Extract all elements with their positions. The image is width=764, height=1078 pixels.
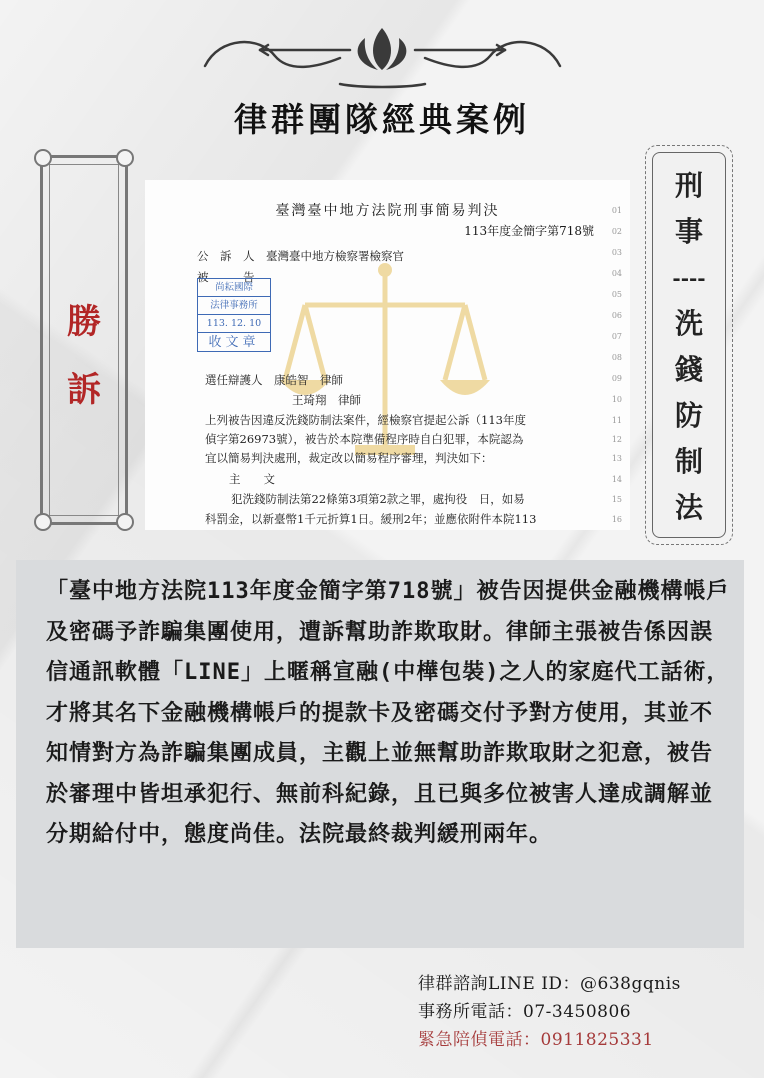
line-id-text: 律群諮詢LINE ID：@638gqnis — [418, 974, 681, 994]
defense-counsel-line: 王琦翔 律師 — [292, 393, 361, 407]
scales-of-justice-icon — [275, 260, 495, 460]
line-number: 16 — [611, 515, 622, 524]
body-line: 偵字第26973號），被告於本院準備程序時自白犯罪，本院認為 — [205, 432, 524, 446]
line-number: 09 — [611, 374, 622, 383]
verdict-char: 訴 — [67, 370, 101, 410]
line-number: 07 — [611, 332, 622, 341]
body-line: 上列被告因違反洗錢防制法案件，經檢察官提起公訴（113年度 — [205, 413, 526, 427]
category-char: 法 — [674, 491, 703, 524]
line-number: 05 — [611, 290, 622, 299]
line-number: 03 — [611, 248, 622, 257]
case-number: 113年度金簡字第718號 — [464, 224, 594, 238]
line-number: 14 — [611, 475, 622, 484]
court-title: 臺灣臺中地方法院刑事簡易判決 — [275, 203, 500, 219]
defense-counsel-line: 選任辯護人 康皓智 律師 — [205, 373, 343, 387]
category-char: 刑 — [674, 169, 703, 202]
stamp-firm: 尚耘國際 — [198, 279, 270, 297]
office-phone-text: 事務所電話：07-3450806 — [418, 1002, 632, 1022]
line-number: 04 — [611, 269, 622, 278]
defendant-line: 被 告 — [197, 270, 255, 284]
verdict-label — [43, 288, 125, 424]
line-number: 08 — [611, 353, 622, 362]
verdict-frame — [40, 155, 128, 525]
category-card — [652, 152, 726, 538]
header-ornament — [200, 26, 565, 96]
emergency-phone-text: 緊急陪偵電話：0911825331 — [418, 1030, 654, 1050]
body-line: 科罰金，以新臺幣1千元折算1日。緩刑2年；並應依附件本院113 — [205, 512, 537, 526]
category-divider: ---- — [672, 266, 706, 290]
page-title: 律群團隊經典案例 — [234, 100, 530, 139]
verdict-char: 勝 — [67, 302, 101, 342]
body-line: 犯洗錢防制法第22條第3項第2款之罪，處拘役 日，如易 — [231, 492, 525, 506]
category-char: 防 — [674, 399, 703, 432]
line-number: 12 — [611, 435, 622, 444]
contact-info — [418, 970, 681, 1054]
stamp-received: 收文章 — [208, 335, 260, 350]
case-summary-box — [16, 560, 744, 948]
line-number: 06 — [611, 311, 622, 320]
case-summary-text: 「臺中地方法院113年度金簡字第718號」被告因提供金融機構帳戶及密碼予詐騙集團使用，遭訴幫助詐欺取財。律師主張被告係因誤信通訊軟體「LINE」上暱稱宣融(中樺包裝)之人的家庭代工話術，才將其名下金融機構帳戶的提款卡及密碼交付予對方使用，其並不知情對方為詐騙集團成員，主觀上並無幫助詐欺取財之犯意，被告於審理中皆坦承犯行、無前科紀錄，且已與多位被害人達成調解並分期給付中，態度尚佳。法院最終裁判緩刑兩年。 — [46, 579, 730, 847]
line-number: 11 — [611, 416, 622, 425]
line-number: 02 — [611, 227, 622, 236]
stamp-date: 113. 12. 10 — [198, 315, 270, 333]
category-char: 錢 — [674, 353, 703, 386]
body-line: 宜以簡易判決處刑，裁定改以簡易程序審理，判決如下： — [205, 451, 493, 465]
court-judgment-document — [145, 180, 630, 530]
line-number: 13 — [611, 454, 622, 463]
stamp-firm: 法律事務所 — [198, 297, 270, 315]
line-number: 01 — [611, 206, 622, 215]
prosecutor-line: 公 訴 人 臺灣臺中地方檢察署檢察官 — [197, 249, 404, 263]
category-char: 制 — [674, 445, 703, 478]
category-char: 洗 — [674, 307, 703, 340]
main-text-heading: 主 文 — [229, 472, 275, 486]
received-stamp — [197, 278, 271, 352]
category-label — [653, 163, 725, 531]
line-number: 10 — [611, 395, 622, 404]
line-number: 15 — [611, 495, 622, 504]
category-char: 事 — [674, 215, 703, 248]
